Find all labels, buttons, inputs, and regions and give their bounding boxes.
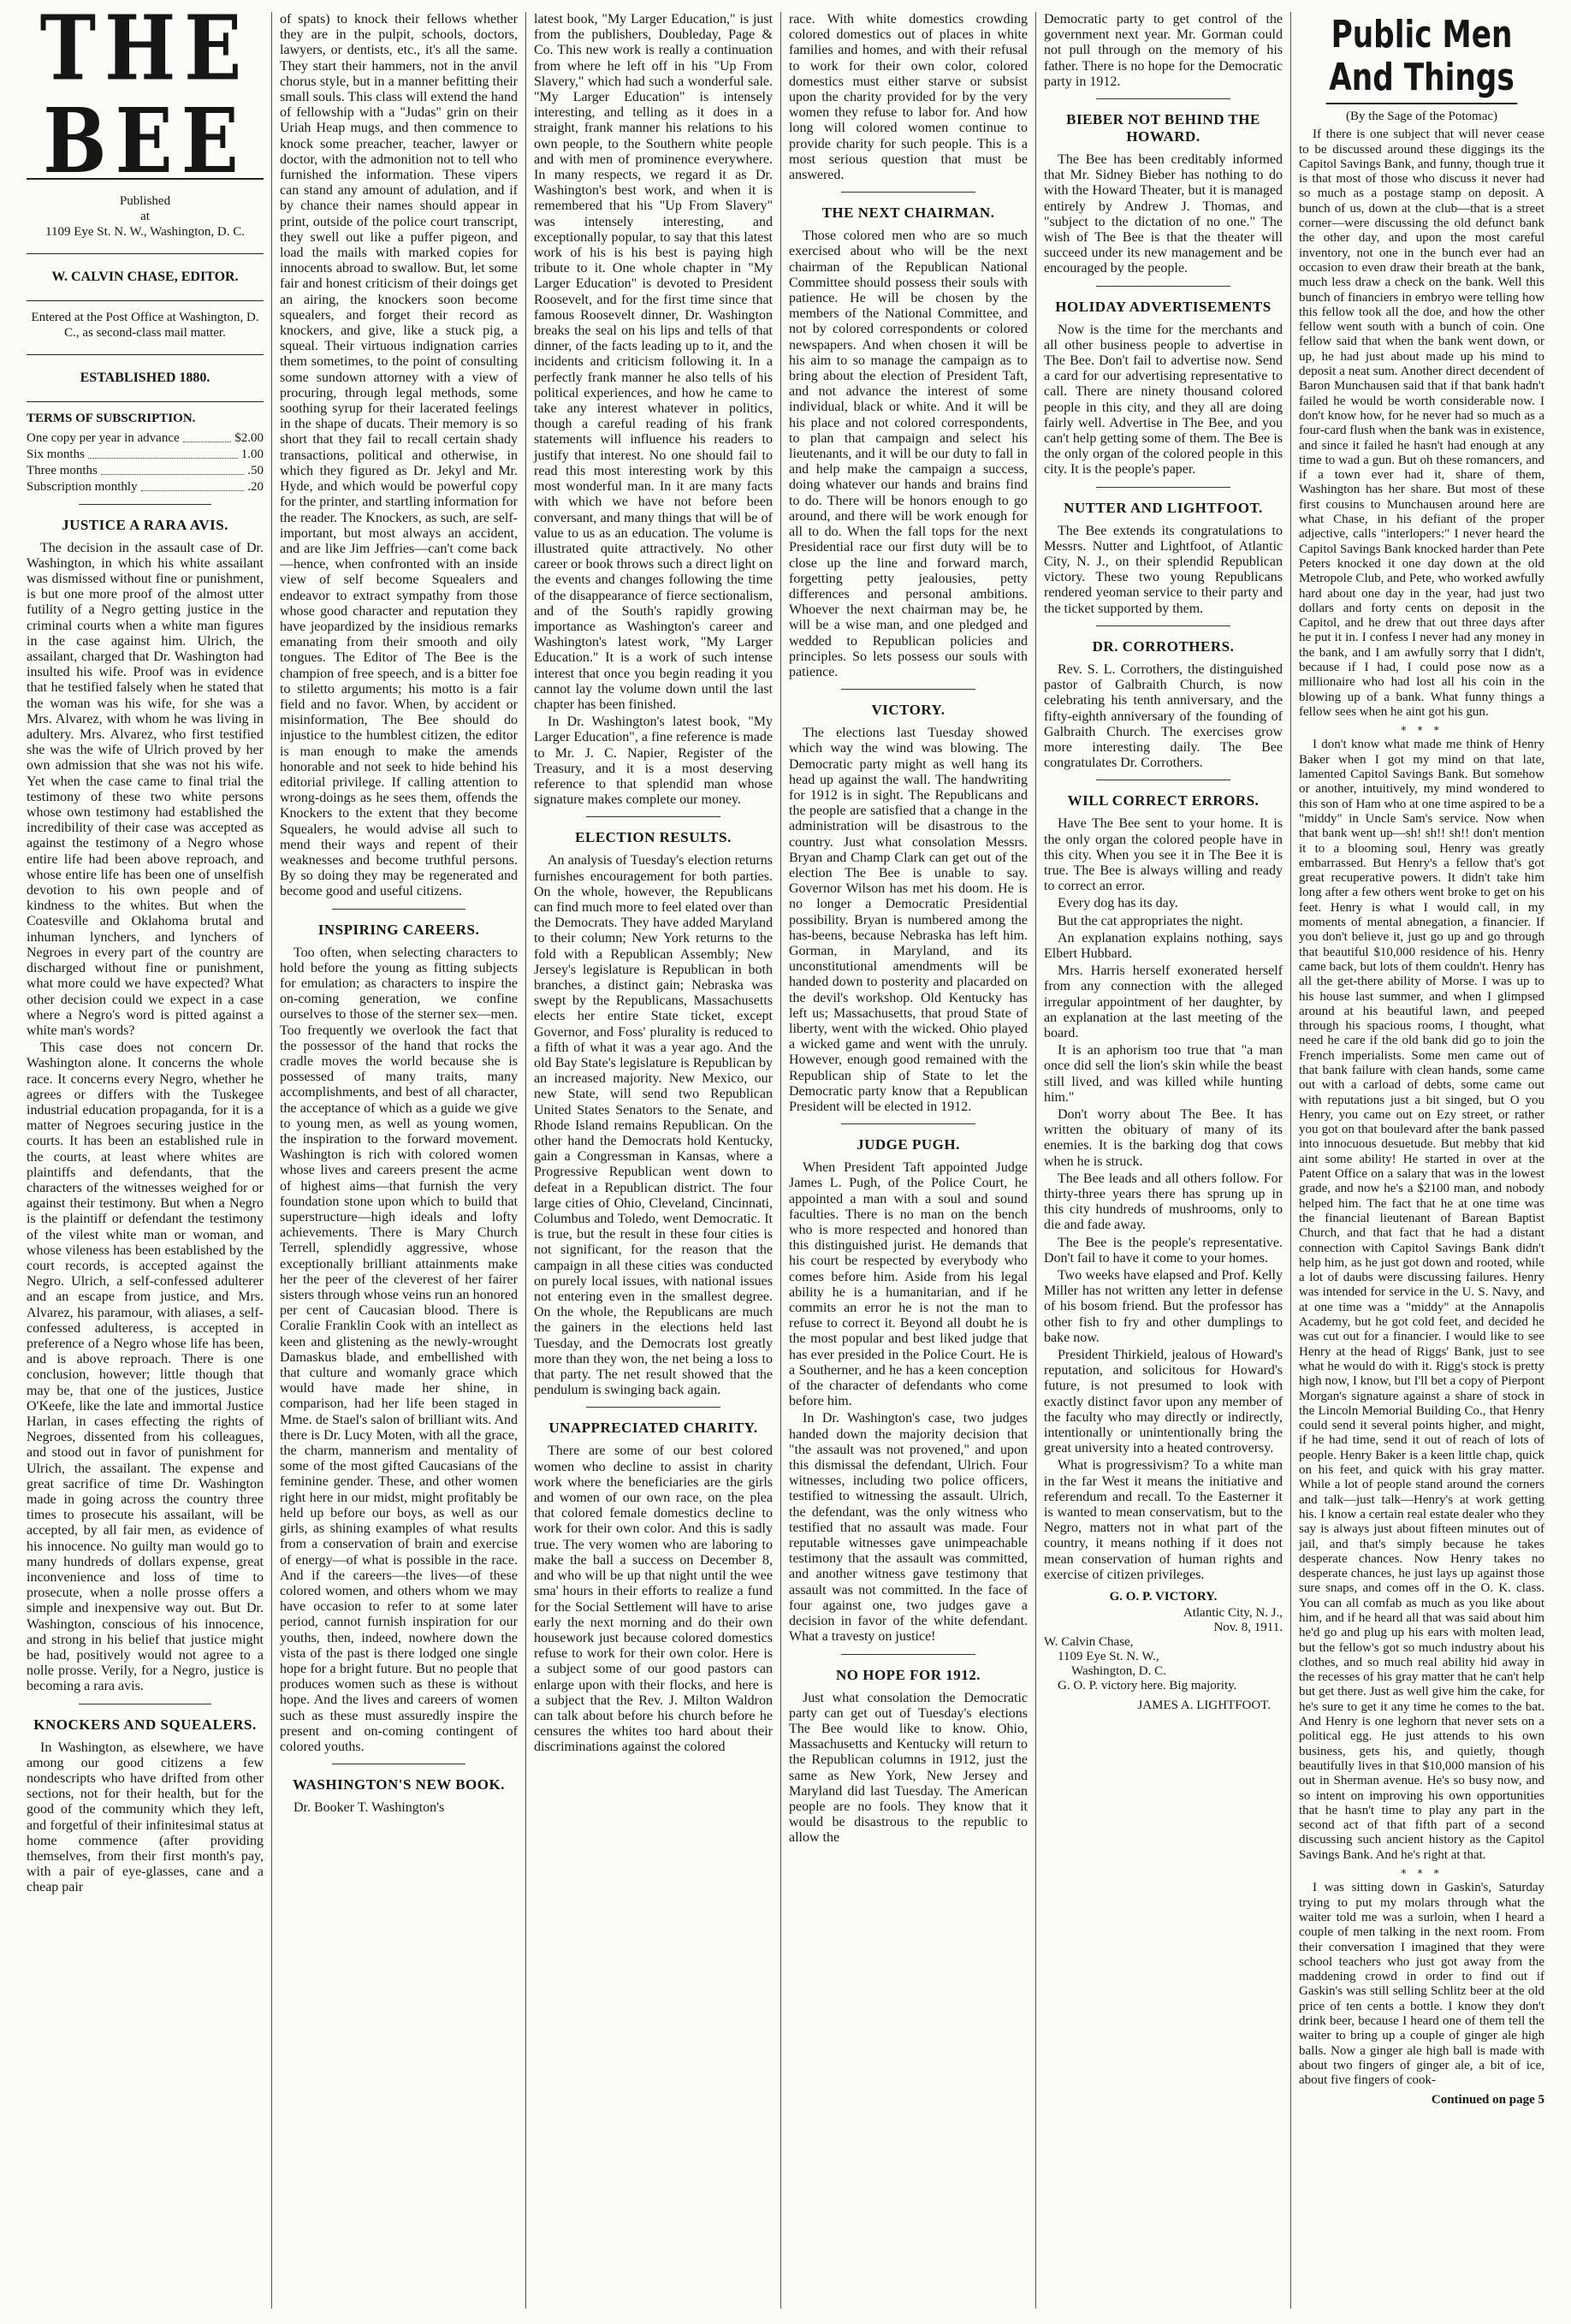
divider (586, 816, 720, 817)
paragraph: race. With white domestics crowding colored domestics out of places in white families and homes, and with their refusal to work for their own color, colored domestics must either starve or subsist upon the charity provided for by the very women they refuse to labor for. And how long will colored women continue to provide charity for such people. This is a most serious question that must be answered. (789, 12, 1028, 183)
paragraph: An explanation explains nothing, says Elbert Hubbard. (1044, 930, 1283, 961)
column-3 (526, 12, 781, 2309)
byline: (By the Sage of the Potomac) (1345, 110, 1498, 123)
headline-pugh: JUDGE PUGH. (857, 1136, 960, 1153)
subscription-row (27, 479, 264, 495)
headline-justice: JUSTICE A RARA AVIS. (62, 516, 228, 533)
article-election (534, 853, 773, 1398)
paragraph: Mrs. Harris herself exonerated herself from any connection with the alleged irregular appointment of her daughter, by an explanation at the last meeting of the board. (1044, 963, 1283, 1040)
paragraph: Two weeks have elapsed and Prof. Kelly Miller has not written any letter in defense of his bosom friend. But the professor has other fish to fry and other dumplings to bake now. (1044, 1268, 1283, 1345)
paragraph: Every dog has its day. (1058, 896, 1178, 911)
paragraph: Have The Bee sent to your home. It is the only organ the colored people have in this city. When you see it in The Bee it is true. The Bee is always willing and ready to correct an error. (1044, 816, 1283, 894)
subscription-price: .20 (247, 479, 264, 494)
star-separator: ∗ ∗ ∗ (1400, 722, 1444, 735)
article-bieber (1044, 152, 1283, 277)
paragraph: This case does not concern Dr. Washington alone. It concerns the whole race. It concerns every Negro, whether he agrees or differs with the Tuskegee industrial education propaganda, for it is a matter of Negroes securing justice in the courts. It has been an established rule in the courts, at least where whites are plaintiffs and defendants, that the characters of the witnesses weighed for or against their testimony. But when a Negro is the plaintiff or defendant the testimony of the vilest white man or woman, and whose vileness has been established by the court records, is accepted against the Negro. Ulrich, a self-confessed adulterer and an escape from justice, and Mrs. Alvarez, his paramour, with aliases, a self-confessed adulteress, is accepted in preference of a Negro whose life has been, and is above reproach. There is one conclusion, however; little though that may be, that one of the justices, Justice O'Keefe, like the late and immortal Justice Harlan, in cases effecting the rights of Negroes, dissented from his colleagues, and stood out in favor of punishment for Ulrich, the assailant. The expense and great sacrifice of time Dr. Washington made in going across the country three times to prosecute his assailant, will be accepted, by all fair men, as evidence of his innocence. No guilty man would go to many hundreds of dollars expense, great inconvenience and loss of time to prosecute, when a nolle prosse offers a simple and inexpensive way out. But Dr. Washington, conscious of his innocence, and strong in his belief that justice might be had, positively would not agree to a nolle prosse. Verily, for a Negro, justice is becoming a rara avis. (27, 1040, 264, 1694)
divider (841, 1654, 975, 1655)
paragraph: Dr. Booker T. Washington's (293, 1800, 445, 1816)
paragraph: In Washington, as elsewhere, we have among our good citizens a few nondescripts who have drifted from other sections, not for their health, but for the good of the community which they left, and forgetful of their infinitesimal status at home commence (after providing themselves, from their first month's pay, with a pair of eye-glasses, cane and a cheap pair (27, 1740, 264, 1895)
column-5 (1036, 12, 1291, 2309)
paragraph: The Bee is the people's representative. Don't fail to have it come to your homes. (1044, 1235, 1283, 1266)
established: ESTABLISHED 1880. (80, 371, 210, 386)
headline-victory: VICTORY. (871, 702, 946, 719)
address: 1109 Eye St. N. W., Washington, D. C. (45, 225, 245, 239)
headline-inspiring: INSPIRING CAREERS. (317, 921, 480, 938)
subscription-row (27, 430, 264, 447)
subscription-row (27, 447, 264, 463)
headline-corrothers: DR. CORROTHERS. (1092, 637, 1235, 655)
article-new-book-start (280, 1800, 518, 1816)
published-at: at (140, 210, 150, 223)
divider (1096, 625, 1230, 626)
subscription-row (27, 463, 264, 479)
telegram-gop-victory (1044, 1590, 1283, 1713)
paragraph: President Thirkield, jealous of Howard's reputation, and solicitous for Howard's future, is not presumed to look with exactly distinct favor upon any member of the faculty who may directly or indirectly, intentionally or unintentionally bring the great university into a heated controversy. (1044, 1348, 1283, 1456)
telegram-addr2: Washington, D. C. (1071, 1664, 1166, 1679)
article-charity-cont (789, 12, 1028, 183)
article-corrothers (1044, 662, 1283, 771)
terms-rows (27, 430, 264, 495)
headline-errors: WILL CORRECT ERRORS. (1067, 792, 1260, 809)
article-knockers-start (27, 1740, 264, 1896)
telegram-addr1: 1109 Eye St. N. W., (1058, 1650, 1159, 1664)
headline-no-hope: NO HOPE FOR 1912. (835, 1666, 981, 1683)
leader-dots (141, 479, 245, 491)
paragraph: But the cat appropriates the night. (1058, 913, 1243, 928)
leader-dots (101, 463, 244, 475)
article-errors (1044, 816, 1283, 1583)
article-no-hope-start (789, 1691, 1028, 1847)
divider (841, 689, 975, 690)
divider (841, 192, 975, 193)
paragraph: Those colored men who are so much exercised about who will be the next chairman of the Republican National Committee should possess their souls with patience. He will be chosen by the members of the National Committee, and not by colored correspondents or colored newspapers. And when chosen it will be his aim to so manage the campaign as to bring about the election of President Taft, and not advance the interest of some individual, black or white. And it will be his place and not colored correspondents, to plan that campaign and select his lieutenants, and it will be our duty to fall in and help make the campaign a success, doing whatever our hands and brains find to do. There will be honors enough to go around, and there will be work enough for all to do. When the fall tops for the next Presidential race our first duty will be to close up the line and forward march, forgetting petty jealousies, petty differences and personal ambitions. Whoever the next chairman may be, he will be a wise man, and one pledged and wedded to Republican policies and principles. So lets possess our souls with patience. (789, 228, 1028, 679)
article-chairman (789, 228, 1028, 680)
entered-notice: Entered at the Post Office at Washington, D. C., as second-class mail matter. (31, 311, 259, 341)
paragraph: An analysis of Tuesday's election returns furnishes encouragement for both parties. On the whole, however, the Republicans can find much more to feel elated over than the Democrats. They have added Maryland to their column; New York returns to the fold with a Republican Assembly; New Jersey's legislature is Republican in both branches, a distinct gain; Nebraska was swept by the Republicans, Massachusetts elects her entire State ticket, except Governor, and Foss' plurality is reduced to a fifth of what it was a year ago. And the old Bay State's legislature is Republican by an increased majority. New Mexico, our new State, will send two Republican United States Senators to the Senate, and Rhode Island remains Republican. On the other hand the Democrats hold Kentucky, gain a Congressman in Kansas, where a Progressive Republican went down to defeat in a Republican district. The four large cities of Ohio, Cleveland, Cincinnati, Columbus and Toledo, went Democratic. It is true, but the result in these four cities is not significant, for the reason that the campaign in all these cities was conducted on purely local issues, with national issues not entering even in the smallest degree. On the whole, the Republicans are much the gainers in the elections held last Tuesday, and the Democrats lost greatly more than they won, the net being a loss to that party. The net result showed that the pendulum is swinging back again. (534, 853, 773, 1398)
headline-knockers: KNOCKERS AND SQUEALERS. (33, 1716, 257, 1733)
paragraph: Democratic party to get control of the government next year. Mr. Gorman could not pull through on the memory of his father. There is no hope for the Democratic party in 1912. (1044, 12, 1283, 89)
divider (586, 1407, 720, 1408)
divider (79, 504, 211, 505)
paragraph: When President Taft appointed Judge James L. Pugh, of the Police Court, he appointed a man with a soul and sound faculties. There is no man on the bench who is more respected and honored than this distinguished jurist. He demands that his court be respected by everybody who comes before him. Aside from his legal ability he is a humanitarian, and if he commits an error he is not the man to refuse to correct it. Beyond all doubt he is the most popular and best liked judge that has ever presided in the Police Court. He is a Southerner, and he has a keen conception of the character of defendants who come before him. (789, 1160, 1028, 1409)
headline-holiday: HOLIDAY ADVERTISEMENTS (1055, 298, 1272, 315)
telegram-to: W. Calvin Chase, (1044, 1635, 1134, 1650)
paragraph: If there is one subject that will never cease to be discussed around these diggings its the Capitol Savings Bank, and funny, though true it is that most of those who discuss it never had so much as a postage stamp on deposit. A bunch of us, down at the club—that is a street corner—were discussing the old defunct bank the other day, and upon the most careful inventory, not one in the bunch ever had an occasion to even draw their breath at the bank, much less draw a check on the bank. Well this bunch of financiers in embryo were telling how this fellow took all the doe, and how the other fellow went south with a bunch of coin. One fellow said that when the bank went down, or up, he had just about made up his mind to deposit a neat sum. Another direct decendent of Baron Munchausen said that if that bank hadn't failed he would be worth considerable now. I don't know how, for he never had so much as a four-card flush when the bank was in existence, and since it failed he hasn't had enough at any time to wad a gun. But oh these romancers, and if a town ever had it, share of them, Washington has her share. But most of these first cousins to Munchausen around here are what Chase, in his defiant of the proper adjective, calls "interlopers:" I never heard the Capitol Savings Bank knocked harder than Pete Peters knocked it one day down at the old Metropole Club, and Pete, who worked awfully hard about one day in the year, had just two dollars and forty cents on deposit in the Capitol, and he drew that out three days after he put it in. I confess I never had any money in the bank, and I am awfully sorry that I didn't, because if I had, I could pose now as a millionaire who had lost all his coin in the blowing up of a bank. What funny things a fellow sees when he aint got his gun. (1299, 127, 1544, 719)
article-nutter (1044, 524, 1283, 617)
column-1 (19, 12, 272, 2309)
article-knockers-cont (280, 12, 518, 900)
paragraph: The Bee leads and all others follow. For thirty-three years there has sprung up in this city hundreds of mushrooms, only to die and fade away. (1044, 1171, 1283, 1233)
telegram-body: G. O. P. victory here. Big majority. (1058, 1679, 1237, 1693)
masthead-title: THE BEE (39, 12, 251, 193)
headline-charity: UNAPPRECIATED CHARITY. (548, 1420, 758, 1437)
subscription-price: .50 (247, 463, 264, 477)
article-no-hope-cont (1044, 12, 1283, 90)
paragraph: Rev. S. L. Corrothers, the distinguished pastor of Galbraith Church, is now celebrating his tenth anniversary, and the fifty-eighth anniversary of the founding of Galbraith Church. The exercises grow more interesting daily. The Bee congratulates Dr. Corrothers. (1044, 661, 1283, 771)
paragraph: The decision in the assault case of Dr. Washington, in which his white assailant was dismissed without fine or punishment, is but one more proof of the almost utter futility of a Negro getting justice in the criminal courts when a white man figures in the case against him. Ulrich, the assailant, charged that Dr. Washington had insulted his wife. Proof was in evidence that he testified falsely when he stated that the woman was his wife, for she was a Mrs. Alvarez, with whom he was living in adultery. Mrs. Alvarez, who first testified she was the wife of Ulrich proved by her own admission that she was not his wife. Yet when the case came to final trial the testimony of these two white persons whose own testimony had established the incredibility of their case was accepted as against the testimony of a Negro whose entire life had been above reproach, and whose entire life has been one of unselfish devotion to his own people and of kindness to the whites. But when the Coatesville and Oklahoma brutal and inhuman lynchers, and lynchers of Negroes in every part of the country are discharged without fine or punishment, what more could we have expected? What other decision could we expect in a case where a Negro's word is pitted against a white man's words? (27, 540, 264, 1038)
paragraph: It is an aphorism too true that "a man once did sell the lion's skin while the beast still lived, and was killed while hunting him." (1044, 1043, 1283, 1105)
subscription-label: One copy per year in advance (27, 430, 180, 445)
article-pugh (789, 1160, 1028, 1645)
paragraph: The Bee has been creditably informed that Mr. Sidney Bieber has nothing to do with the Howard Theater, but it is managed entirely by Andrew J. Thomas, and "subject to the dictation of no one." The wish of The Bee is that the theater will succeed under its new management and be encouraged by the people. (1044, 152, 1283, 276)
headline-bieber: BIEBER NOT BEHIND THE HOWARD. (1066, 111, 1260, 145)
divider (841, 1123, 975, 1124)
terms-title: TERMS OF SUBSCRIPTION. (27, 412, 196, 426)
continued-note: Continued on page 5 (1431, 2093, 1544, 2108)
headline-nutter: NUTTER AND LIGHTFOOT. (1064, 499, 1263, 516)
divider (1096, 286, 1230, 287)
divider (1096, 487, 1230, 488)
headline-new-book: WASHINGTON'S NEW BOOK. (293, 1776, 505, 1793)
star-separator: ∗ ∗ ∗ (1400, 1865, 1444, 1878)
headline-election: ELECTION RESULTS. (575, 829, 732, 846)
paragraph: Don't worry about The Bee. It has written the obituary of many of its enemies. It is the barking dog that cows when he is struck. (1044, 1106, 1283, 1169)
subscription-terms (27, 411, 264, 495)
paragraph: The Bee extends its congratulations to Messrs. Nutter and Lightfoot, of Atlantic City, N. J., on their splendid Republican victory. These two young Republicans rendered yeoman service to their party and the ticket supported by them. (1044, 523, 1283, 616)
telegram-signature: JAMES A. LIGHTFOOT. (1137, 1699, 1271, 1713)
paragraph: In Dr. Washington's latest book, "My Larger Education", a fine reference is made to Mr. J. C. Napier, Register of the Treasury, and it is a most deserving reference to that splendid man whose signature makes complete our money. (534, 714, 773, 808)
leader-dots (183, 430, 232, 442)
subscription-price: 1.00 (240, 447, 264, 461)
subscription-price: $2.00 (234, 430, 264, 445)
article-holiday (1044, 323, 1283, 478)
subscription-label: Subscription monthly (27, 479, 138, 494)
headline-chairman: THE NEXT CHAIRMAN. (821, 205, 995, 222)
leader-dots (88, 447, 238, 459)
established-box (27, 354, 264, 402)
paragraph: I was sitting down in Gaskin's, Saturday trying to put my molars through what the waiter told me was a surloin, when I heard a couple of men talking in the next room. From their conversation I imagined that they were school teachers who just got away from the maddening crowd in order to find out if Gaskin's was still selling Schlitz beer at the old price of ten cents a bottle. I know they don't drink beer, because I heard one of them tell the waiter to bring up a couple of ginger ale high balls. Now a ginger ale high ball is made with about two fingers of ginger ale, a bit of ice, about five fingers of cook- (1299, 1881, 1544, 2088)
article-new-book-cont (534, 12, 773, 808)
subscription-label: Three months (27, 463, 98, 477)
article-charity-start (534, 1444, 773, 1755)
divider (1096, 98, 1230, 99)
editor-line: W. CALVIN CHASE, EDITOR. (51, 270, 239, 284)
paragraph: In Dr. Washington's case, two judges handed down the majority decision that "the assault was not provened," and upon this dismissal the defendant, Ulrich. Four witnesses, including two police officers, testified to witnessing the assault. Ulrich, the defendant, was the only witness who testified that no assault was made. Four reputable witnesses gave unimpeachable testimony that the assault was committed, and another witness gave testimony that assault was not committed. In the face of four against one, two judges gave a decision in favor of the white defendant. What a travesty on justice! (789, 1411, 1028, 1645)
column-2 (272, 12, 526, 2309)
article-victory (789, 726, 1028, 1115)
paragraph: Too often, when selecting characters to hold before the young as fitting subjects for emulation; as characters to inspire the on-coming generation, we confine ourselves to those of the sterner sex—men. Too frequently we overlook the fact that the possessor of the hand that rocks the cradle moves the world because she is possessed of many traits, many accomplishments, and best of all character, the acceptance of which as a guide we give to young men, as well as young women, the inspiration to the forward movement. Washington is rich with colored women whose lives and careers present the acme of highest aims—that furnish the very foundation stone upon which to build that superstructure—high ideals and lofty achievements. There is Mary Church Terrell, splendidly aggressive, whose exceptionally brilliant attainments make her the peer of the cleverest of her fairer sisters through whose veins run an honored per cent of Caucasian blood. There is Coralie Franklin Cook with an intellect as keen and glistening as the newly-wrought Damaskus blade, and embellished with that culture and womanly grace which would have made her shine, in comparison, had her life been staged in Mme. de Stael's salon of brilliant wits. And there is Dr. Lucy Moten, with all the grace, the charm, mannerism and mentality of some of the most gifted Caucasians of the feminine gender. These, and other women right here in our midst, might profitably be held up before our boys, as well as our girls, as shining examples of what results from a conservation of brain and exercise of energy—of what is possible in the race. And if the careers—the lives—of these colored women, and others whom we may have occasion to refer to at some later period, cannot furnish inspiration for our youths, then, indeed, nowhere down the vista of the past is there lodged one single hope for a bright future. But no people that produces women such as these is without hope. And the lives and careers of women such as these must assuredly inspire the present and on-coming contingent of colored youths. (280, 945, 518, 1754)
paragraph: latest book, "My Larger Education," is just from the publishers, Doubleday, Page & Co. This new work is really a continuation from where he left off in his "Up From Slavery," which had such a wonderful sale. "My Larger Education" is intensely interesting, and telling as it does in a straight, frank manner his relations to his own people, to the Southern white people and with men of prominence everywhere. In many respects, we regard it as Dr. Washington's best work, and when it is remembered that his "Up From Slavery" was intensely interesting, and exceptionally popular, to say that this latest work of his is his best is paying high tribute to it. One whole chapter in "My Larger Education" is devoted to President Roosevelt, and for the first time since that famous Roosevelt dinner, Dr. Washington breaks the seal on his lips and tells of that dinner, of the facts leading up to it, and the incidents and criticism following it. In a perfectly frank manner he also tells of his political experiences, and how he came to take any interest whatever in politics, though a careful reading of his frank statements will influence his readers to justify that interest. No one should fail to read this most interesting work by this most wonderful man. In it are many facts with which we have not before been conversant, and many things that will be of value to us as an education. The volume is illustrated quite attractively. No other career or book throws such a direct light on the events and changes following the time of the disappearance of fierce sectionalism, and of the South's rapidly growing importance as Washington's career and Washington's latest work, "My Larger Education." It is a work of such intense interest that once you begin reading it you cannot lay the volume down until the last chapter has been finished. (534, 12, 773, 712)
public-men-title: Public Men And Things (1326, 14, 1518, 104)
paragraph: I don't know what made me think of Henry Baker when I got my mind on that late, lamented Capitol Savings Bank. But somehow or another, intuitively, my mind wondered to this son of Ham who at one time aspired to be a "middy" in Uncle Sam's service. Now when that bank went up—sh! sh!! sh!! don't mention it to a blooming soul, Henry was greatly embarrassed. But Henry's a fellow that's got great recuperative powers. It didn't take him long after a few others went broke to get on his feet. Henry is what I would call, in my moments of mental abnegation, a financier. If you don't believe it, just go up and go through that beautiful $10,000 residence of his. Henry came back, but lots of them couldn't. Henry has all the get-there ability of Morse. I was up to his house last summer, and when I glimpsed around at his beautiful lawn, and peeped through his spacious rooms, I thought, what need he care if the old bank did go to join the French imperialists. Some men came out of that bank failure with clean hands, some came out with a carload of debts, some came out with reputations just a bit singed, but O you Henry, you came out on Ezy street, or rather you got on that boulevard after the bank passed into innocuous desuetude. But mebby that kid aint some ability! He started in over at the Patent Office on a salary that was in the lowest grade, and now he's a $2100 man, and nobody helped him. The fact that he at one time was the financial lieutenant of Barean Baptist Church, and that fact that he had a distant connection with Capitol Savings Bank didn't help him, as he just got down and rooted, while a lot of daubs were discussing failures. Henry was intended for service in the U. S. Navy, and at one time was a "middy" at the Annapolis Academy, but he got cold feet, and decided he was cut out for a financier. I would like to see Henry at the head of Riggs' Bank, just to see what he would do with it. Rigg's stock is pretty high now, I know, but I'll bet a copy of Pierpont Morgan's signature against a share of stock in the Lincoln Memorial Building Co., that Henry could send it several points higher, and might, if he had time, send it out of reach of lots of people. Henry Baker is a keen little chap, quick on his feet, and quick with his gray matter. While a lot of people stand around the corners and talk—just talk—Henry's at work getting his. I know a certain real estate dealer who they say is always just about fifteen minutes out of jail, and that's simply because he takes desperate chances. Now Henry takes no desperate chances, he just lays up against those sure snaps, and comes off in the O. K. class. You can all comfab as much as you like about him, and if he heard all that was said about him he'd go and plug up his ears with molten lead, but the fellow's got so much industry about his clothes, and so much real ability hid away in the recesses of his gray matter that he can't help but get there. Just as well give him the cake, for he's sure to get it any time he comes to the bat. And Henry is one leghorn that never sets on a political egg. He just attends to his own business, gets his, and quietly, though beautifully lives in that $10,000 mansion of his out in Sherman avenue. He's so busy now, and so intent on improving his own opportunities that he hasn't time to play any part in the second act of that fifth part of a second discussing such ancient history as the Capitol Savings Bank. And he's right at that. (1299, 738, 1544, 1862)
telegram-title: G. O. P. VICTORY. (1109, 1590, 1218, 1604)
paragraph: of spats) to knock their fellows whether they are in the pulpit, schools, doctors, lawyers, or dentists, etc., it's all the same. They start their hammers, not in the anvil chorus style, but in a manner befitting their small souls. This class will extend the hand of fellowship with a "Judas" grin on their Uriah Heap mugs, and then commence to knock some preacher, teacher, lawyer or doctor, with the admonition not to tell who furnished the information. These vipers can stand any amount of adulation, and if by chance their names should appear in print, outside of the police court transcript, they swell out like a puffer pigeon, and load the mails with marked copies for innocents abroad to swallow. But, let some fair and honest criticism of their doings get an airing, the knockers soon become squealers, and forget their record as knockers, and give, like a stuck pig, a squeal. Their virtuous indignation carries them sometimes, to the point of consulting some sundown attorney with a view of procuring, through legal methods, some soothing syrup for their lacerated feelings in the shape of ducats. Their memory is so short that they fail to recall certain shady transactions, political and otherwise, in which they figured as Dr. Jekyl and Mr. Hyde, and which would be powerful copy for the printer, and startling information for the reader. The Knockers, as such, are self-important, but most always an accident, and are like Jim Jeffries—can't come back—hence, when confronted with an inside view of self become Squealers and endeavor to extract sympathy from those whose good character and reputation they have jeopardized by the insidious remarks emanating from their smooth and oily tongues. The Editor of The Bee is the champion of free speech, and is a bitter foe to stiletto arguments; his motto is a fair field and no favor. When, by accident or misinformation, The Bee should do injustice to the humblest citizen, the editor is man enough to make the amends honorable and not seek to hide behind his editorial privilege. If calling attention to wrong-doings as he sees them, offends the Knockers to the extent that they become Squealers, he would advise all such to mend their ways and repent of their weaknesses and become truthful persons. By so doing they may be regenerated and become good and useful citizens. (280, 12, 518, 899)
column-4 (781, 12, 1036, 2309)
subscription-label: Six months (27, 447, 85, 461)
article-inspiring (280, 946, 518, 1756)
telegram-place: Atlantic City, N. J., (1183, 1606, 1283, 1621)
column-6 (1291, 12, 1552, 2309)
telegram-date: Nov. 8, 1911. (1213, 1621, 1283, 1635)
divider (332, 909, 465, 910)
paragraph: The elections last Tuesday showed which way the wind was blowing. The Democratic party might as well hang its head up against the wall. The handwriting for 1912 is in sight. The Republicans and the people are satisfied that a change in the administration will be disastrous to the country. Just what consolation Messrs. Bryan and Champ Clark can get out of the election The Bee is unable to say. Governor Wilson has met his doom. He is no longer a Democratic Presidential possibility. Bryan is numbered among the has-beens, because Nebraska has left him. Gorman, in Maryland, and its unconstitutional amendments will be handed down to posterity and placarded on the devil's workshop. Old Kentucky has left us; Massachusetts, that proud State of liberty, went with the wicked. Ohio played a wicked game and went with the unruly. However, enough good remained with the Republican ship of State to let the Democratic party know that a Republican President will be elected in 1912. (789, 726, 1028, 1114)
paragraph: What is progressivism? To a white man in the far West it means the initiative and referendum and recall. To the Easterner it is wanted to mean conservatism, but to the Negro, matters not in what part of the country, it means nothing if it does not mean conservation of human rights and exercise of citizen privileges. (1044, 1458, 1283, 1582)
paragraph: Just what consolation the Democratic party can get out of Tuesday's elections The Bee would like to know. Ohio, Massachusetts and Kentucky will return to the Republican columns in 1912, just the same as New York, New Jersey and Maryland did last Tuesday. The American people are no fools. They know that it would be disastrous to the republic to allow the (789, 1690, 1028, 1846)
published-label: Published (119, 194, 171, 208)
paragraph: Now is the time for the merchants and all other business people to advertise in The Bee. Don't fail to advertise now. Send a card for our advertising representative to call. There are ninety thousand colored people in this city, and they all are doing fairly well. Advertise in The Bee, and you can't help getting some of them. The Bee is the only organ of the colored people in this city. It is the people's paper. (1044, 322, 1283, 477)
article-justice (27, 541, 264, 1695)
paragraph: There are some of our best colored women who decline to assist in charity work where the beneficiaries are the girls and women of our own race, on the plea that colored female domestics decline to work for their own color. And this is sadly true. The very women who are laboring to make the ball a success on December 8, and who will be up that night until the wee sma' hours in their efforts to realize a fund for the Social Settlement will have to arise early the next morning and do their own housework just because colored domestics refuse to work for their own color. Here is a subject some of our good pastors can enlarge upon with their flocks, and here is a subject that the Rev. J. Milton Waldron can talk about before his church before he censures the whites too hard about their discriminations against the colored (534, 1444, 773, 1755)
public-men-body (1299, 127, 1544, 2088)
editor-box (27, 253, 264, 301)
